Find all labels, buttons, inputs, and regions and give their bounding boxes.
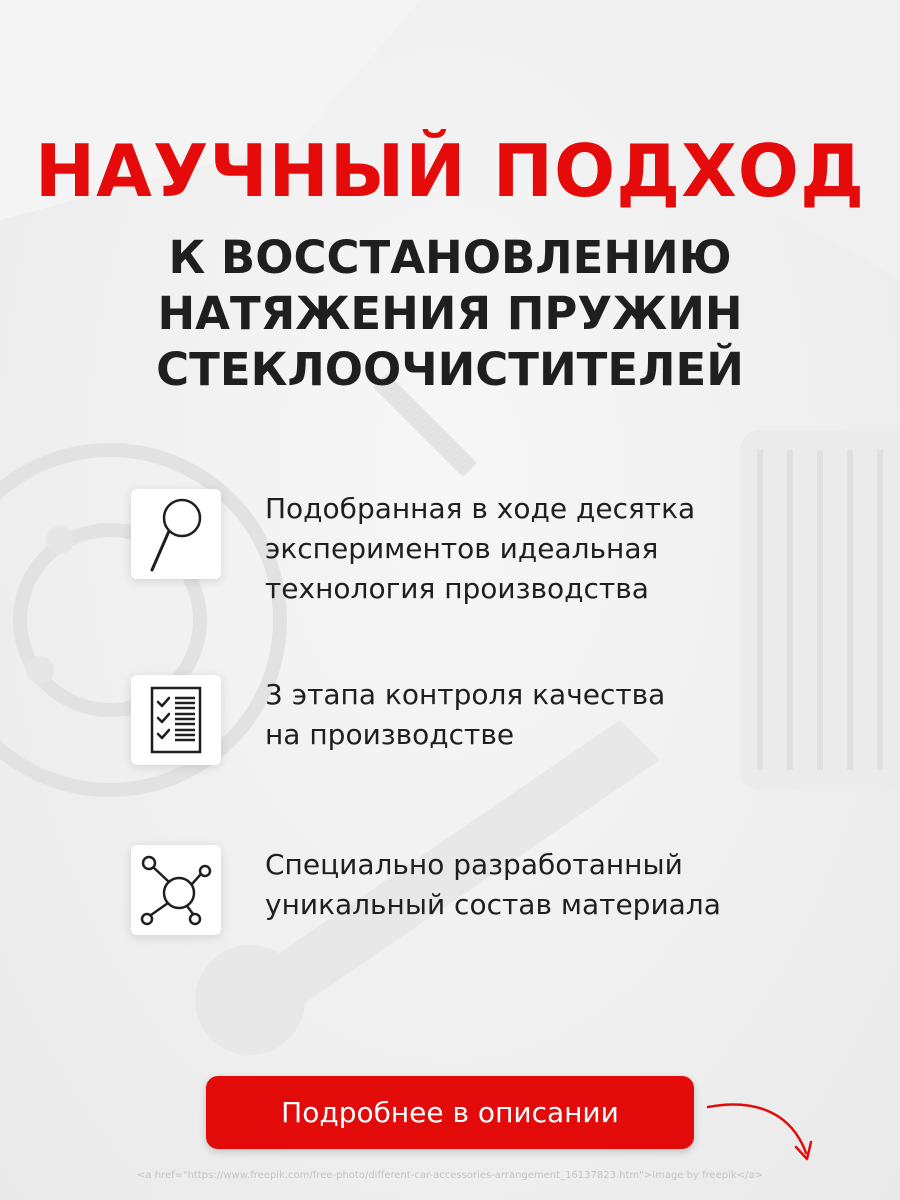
curved-arrow-icon (700, 1095, 820, 1165)
molecule-icon (139, 853, 213, 927)
feature-text (265, 489, 825, 609)
feature-text-line: Подобранная в ходе десятка (265, 492, 696, 525)
feature-text-line: на производстве (265, 718, 515, 751)
image-credit: <a href="https://www.freepik.com/free-photo/different-car-accessories-arrangement_16137823.htm">Image by freepik</a> (137, 1170, 763, 1181)
feature-text-line: 3 этапа контроля качества (265, 678, 666, 711)
feature-text-line: уникальный состав материала (265, 888, 721, 921)
magnifier-icon (146, 494, 206, 574)
details-button[interactable]: Подробнее в описании (206, 1076, 694, 1149)
feature-icon-box (131, 845, 221, 935)
checklist-icon (150, 686, 202, 754)
page-subtitle (0, 230, 900, 398)
subtitle-line: НАТЯЖЕНИЯ ПРУЖИН (157, 287, 743, 340)
feature-text (265, 845, 825, 925)
feature-icon-box (131, 489, 221, 579)
feature-text-line: экспериментов идеальная (265, 532, 659, 565)
feature-text-line: технология производства (265, 572, 649, 605)
page-title: НАУЧНЫЙ ПОДХОД (34, 129, 866, 213)
feature-text-line: Специально разработанный (265, 848, 683, 881)
subtitle-line: К ВОССТАНОВЛЕНИЮ (168, 231, 732, 284)
feature-text (265, 675, 825, 755)
feature-icon-box (131, 675, 221, 765)
subtitle-line: СТЕКЛООЧИСТИТЕЛЕЙ (156, 343, 744, 396)
